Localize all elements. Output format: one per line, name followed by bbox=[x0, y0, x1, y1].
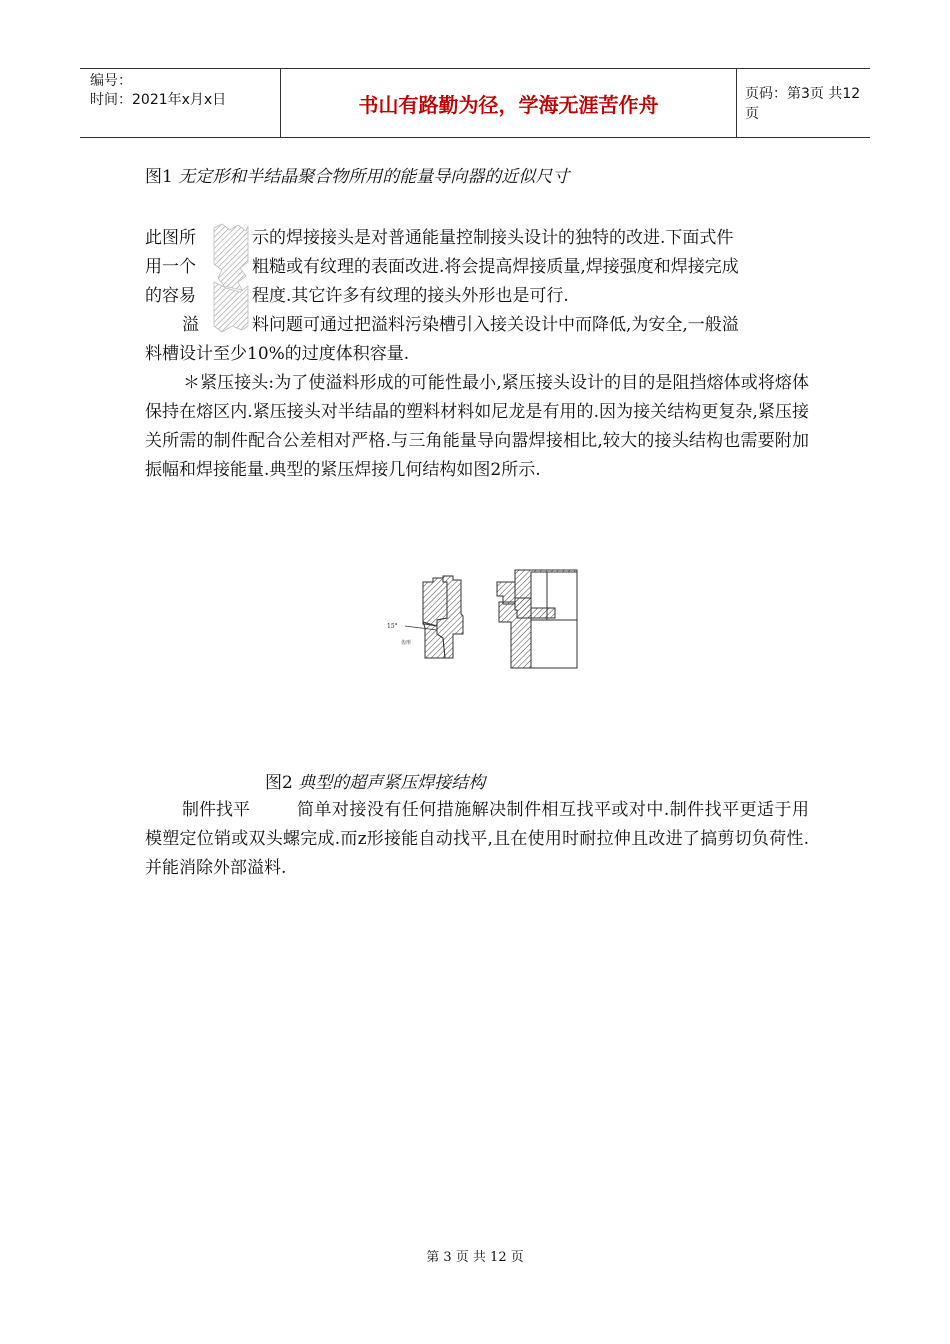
alignment-heading: 制件找平 bbox=[182, 800, 250, 820]
intro-left-line: 的容易 bbox=[145, 286, 196, 306]
overflow-line1: 料问题可通过把溢料污染槽引入接关设计中而降低,为安全,一般溢 bbox=[252, 315, 739, 335]
intro-right-line: 粗糙或有纹理的表面改进.将会提高焊接质量,焊接强度和焊接完成 bbox=[252, 257, 739, 277]
textured-joint-figure bbox=[212, 222, 250, 334]
intro-right-line: 程度.其它许多有纹理的接头外形也是可行. bbox=[252, 286, 569, 306]
figure1-number: 图1 bbox=[145, 167, 179, 187]
intro-left-column bbox=[145, 224, 196, 311]
overflow-prefix: 溢 bbox=[182, 315, 199, 335]
figure2-title: 典型的超声紧压焊接结构 bbox=[298, 773, 486, 793]
overflow-line2: 料槽设计至少10%的过度体积容量. bbox=[145, 344, 410, 364]
intro-right-line: 示的焊接接头是对普通能量控制接头设计的独特的改进.下面式件 bbox=[252, 228, 734, 248]
compression-paragraph: ＊紧压接头:为了使溢料形成的可能性最小,紧压接头设计的目的是阻挡熔体或将熔体保持在熔区内.紧压接头对半结晶的塑料材料如尼龙是有用的.因为接关结构更复杂,紧压接关所需的制件配合公差相对严格.与三角能量导向嚣焊接相比,较大的接头结构也需要附加振幅和焊接能量.典型的紧压焊接几何结构如图2所示. bbox=[145, 373, 809, 480]
page-footer: 第 3 页 共 12 页 bbox=[426, 1250, 524, 1265]
time-label: 时间：2021年x月x日 bbox=[90, 92, 227, 108]
figure1-caption bbox=[145, 162, 569, 187]
number-label: 编号： bbox=[90, 73, 132, 89]
angle-label: 15° bbox=[387, 623, 398, 630]
intro-left-line: 此图所 bbox=[145, 228, 196, 248]
compression-joint-figure bbox=[385, 568, 585, 672]
intro-left-line: 用一个 bbox=[145, 257, 196, 277]
figure2-number: 图2 bbox=[265, 773, 299, 793]
header-page-info: 页码：第3页 共12页 bbox=[745, 86, 861, 122]
alignment-paragraph: 简单对接没有任何措施解决制件相互找平或对中.制件找平更适于用模塑定位销或双头螺完成.而z形接能自动找平,且在使用时耐拉伸且改进了搞剪切负荷性.并能消除外部溢料. bbox=[145, 800, 809, 878]
intro-right-column bbox=[252, 224, 812, 311]
page-header bbox=[80, 68, 870, 138]
header-meta bbox=[80, 69, 280, 137]
header-motto: 书山有路勤为径，学海无涯苦作舟 bbox=[280, 69, 737, 137]
side-label: 齿形 bbox=[401, 640, 412, 646]
figure1-title: 无定形和半结晶聚合物所用的能量导向器的近似尺寸 bbox=[178, 167, 570, 187]
figure2-caption bbox=[265, 768, 485, 793]
